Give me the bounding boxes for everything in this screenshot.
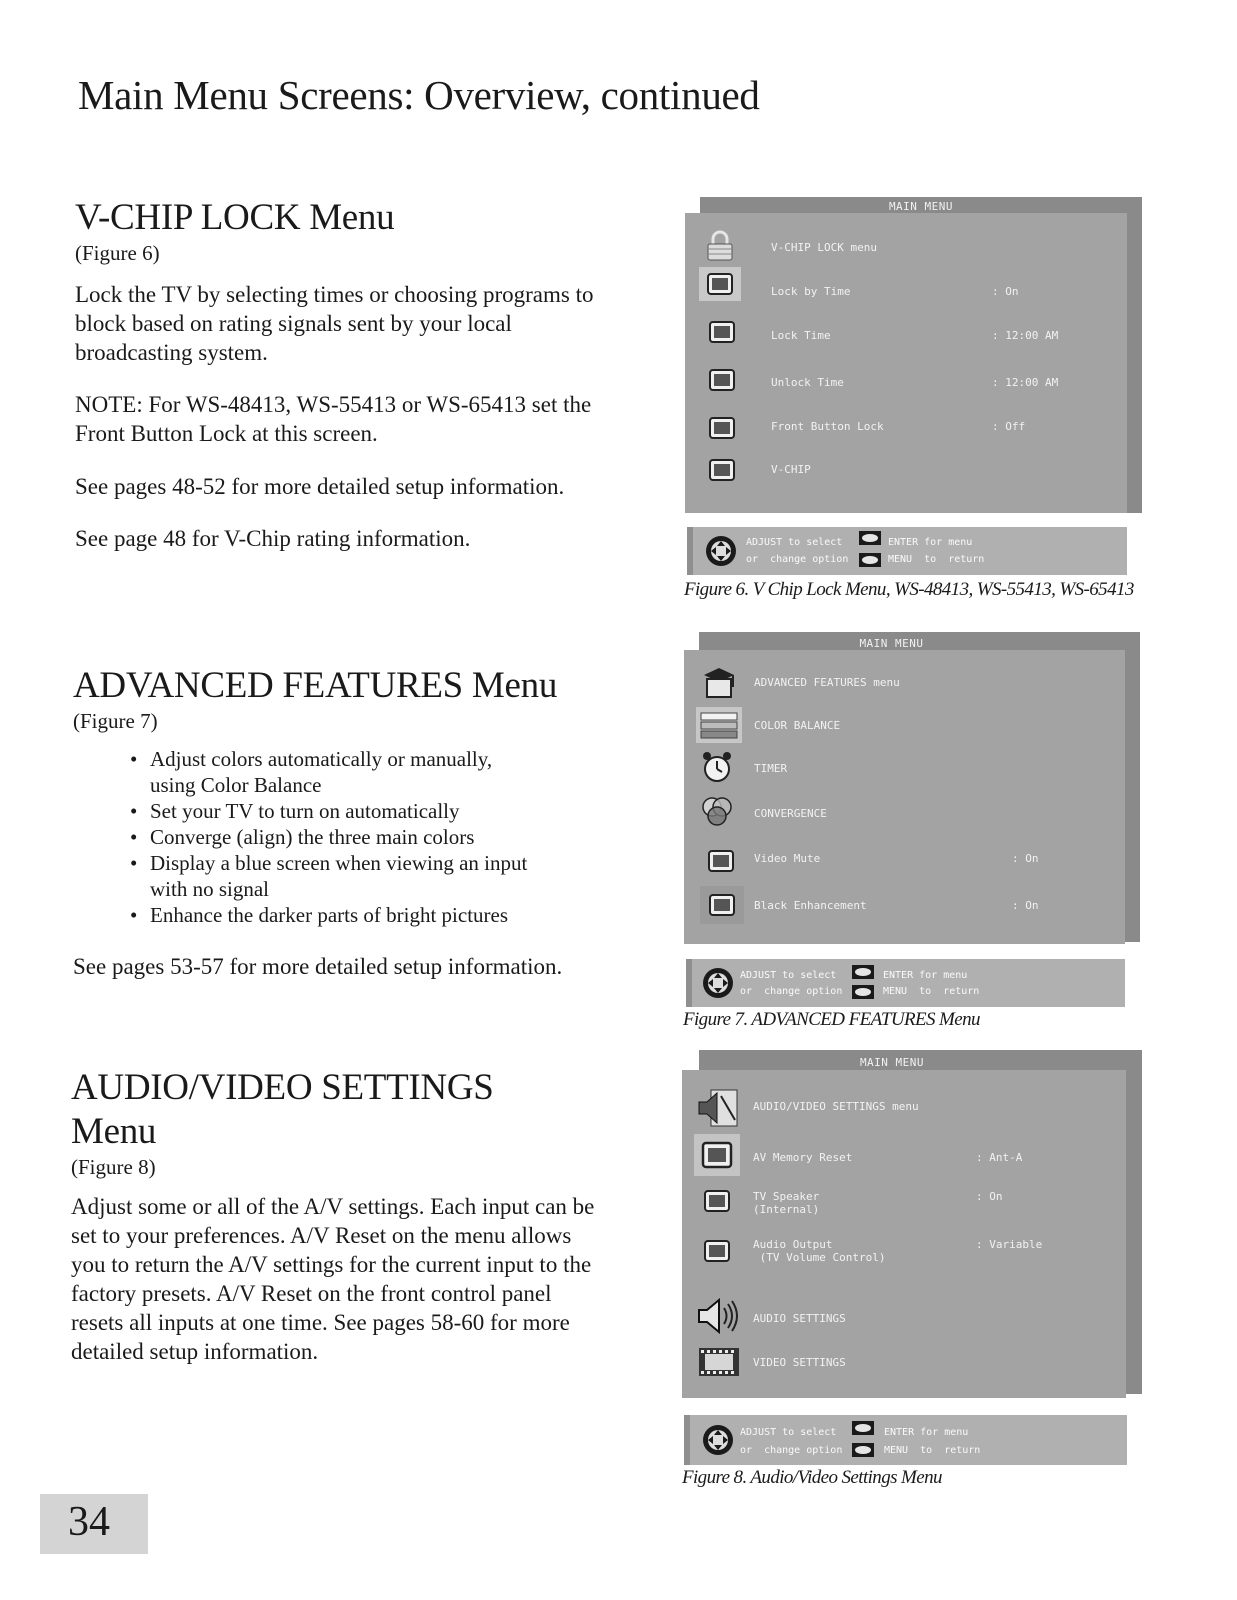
menu-row-audio-output[interactable]: [682, 1234, 1142, 1268]
menu-row-label: Lock by Time: [771, 285, 851, 298]
hint-enter: ENTER for menu: [883, 970, 968, 981]
menu-row-value: : On: [1012, 899, 1039, 912]
square-button-icon: [705, 363, 739, 397]
hint-enter: ENTER for menu: [888, 537, 973, 548]
menu-row-lock-time[interactable]: [685, 315, 1142, 349]
menu-row-advanced-features[interactable]: [684, 664, 1140, 698]
menu-row-label: Unlock Time: [771, 376, 844, 389]
hint-adjust: ADJUST to select: [746, 537, 843, 548]
hint-change: or change option: [740, 986, 843, 997]
figure-6-caption: Figure 6. V Chip Lock Menu, WS-48413, WS-55413, WS-65413: [684, 579, 1134, 600]
enter-button-icon: [859, 531, 881, 545]
figure-7-caption: Figure 7. ADVANCED FEATURES Menu: [683, 1009, 980, 1030]
square-button-icon: [700, 1184, 734, 1218]
menu-row-value: : Variable: [976, 1238, 1043, 1251]
menu-row-label: ADVANCED FEATURES menu: [754, 676, 900, 689]
main-menu-header: MAIN MENU: [859, 637, 924, 650]
menu-button-icon: [852, 1443, 874, 1457]
figure-7-menu-screen: [684, 632, 1140, 948]
menu-row-label: AUDIO/VIDEO SETTINGS menu: [753, 1100, 919, 1113]
advanced-section-title: ADVANCED FEATURES Menu: [73, 665, 558, 706]
menu-row-value: : 12:00 AM: [992, 376, 1059, 389]
menu-row-label: TIMER: [754, 762, 788, 775]
menu-row-label: V-CHIP LOCK menu: [771, 241, 877, 254]
menu-row-label: V-CHIP: [771, 463, 811, 476]
adjust-pad-icon: [702, 967, 734, 999]
speaker-film-icon: [694, 1088, 740, 1128]
menu-row-value: : On: [976, 1190, 1003, 1203]
square-button-icon: [700, 1234, 734, 1268]
av-figure-ref: (Figure 8): [71, 1155, 156, 1179]
hint-change: or change option: [746, 554, 849, 565]
menu-row-label: AUDIO SETTINGS: [753, 1312, 846, 1325]
menu-button-icon: [852, 985, 874, 999]
hint-change: or change option: [740, 1445, 843, 1456]
page-number: 34: [68, 1499, 110, 1545]
menu-row-label: Lock Time: [771, 329, 831, 342]
enter-button-icon: [852, 1421, 874, 1435]
vchip-section: [75, 196, 605, 553]
menu-row-label: COLOR BALANCE: [754, 719, 841, 732]
figure-6-control-hints: [687, 527, 1127, 575]
list-item: • Set your TV to turn on automatically: [130, 798, 540, 824]
menu-row-value: : On: [1012, 852, 1039, 865]
menu-row-label: Black Enhancement: [754, 899, 867, 912]
menu-row-label: Audio Output (TV Volume Control): [753, 1238, 886, 1264]
page-number-box: [40, 1494, 148, 1554]
av-section-title-line2: Menu: [71, 1111, 157, 1152]
menu-row-audio-video-settings[interactable]: [682, 1088, 1142, 1122]
adjust-pad-icon: [702, 1424, 734, 1456]
adjust-pad-icon: [705, 535, 737, 567]
menu-row-label: Front Button Lock: [771, 420, 884, 433]
menu-row-unlock-time[interactable]: [685, 363, 1142, 397]
advanced-bullet-list: [130, 746, 540, 928]
av-section-title-line1: AUDIO/VIDEO SETTINGS: [71, 1067, 494, 1108]
hint-adjust: ADJUST to select: [740, 970, 837, 981]
menu-row-video-mute[interactable]: [684, 844, 1140, 878]
square-button-icon: [694, 1134, 740, 1176]
menu-row-front-button-lock[interactable]: [685, 411, 1142, 445]
menu-row-av-memory-reset[interactable]: [682, 1134, 1142, 1168]
vchip-paragraph-1: Lock the TV by selecting times or choosing programs to block based on rating signals sent by your local broadcasting system.: [75, 282, 594, 365]
list-item: • Adjust colors automatically or manually, using Color Balance: [130, 746, 540, 798]
hint-enter: ENTER for menu: [884, 1427, 969, 1438]
menu-row-lock-by-time[interactable]: [685, 267, 1142, 301]
square-button-icon: [704, 844, 738, 878]
alarm-clock-icon: [700, 750, 734, 784]
speaker-icon: [696, 1296, 738, 1336]
menu-row-vchip-lock[interactable]: [685, 229, 1142, 263]
menu-row-label: VIDEO SETTINGS: [753, 1356, 846, 1369]
menu-row-convergence[interactable]: [684, 793, 1140, 827]
figure-8-caption: Figure 8. Audio/Video Settings Menu: [682, 1467, 942, 1488]
graduation-cap-icon: [698, 664, 740, 702]
list-item: • Converge (align) the three main colors: [130, 824, 540, 850]
menu-row-tv-speaker[interactable]: [682, 1184, 1142, 1218]
menu-row-audio-settings[interactable]: [682, 1296, 1142, 1330]
menu-row-timer[interactable]: [684, 750, 1140, 784]
list-item: • Enhance the darker parts of bright pictures: [130, 902, 540, 928]
menu-row-label: CONVERGENCE: [754, 807, 827, 820]
square-button-icon: [705, 315, 739, 349]
square-button-icon: [705, 453, 739, 487]
advanced-figure-ref: (Figure 7): [73, 709, 158, 733]
enter-button-icon: [852, 965, 874, 979]
menu-row-video-settings[interactable]: [682, 1342, 1142, 1376]
main-menu-header: MAIN MENU: [888, 200, 954, 213]
hint-menu: MENU to return: [884, 1445, 981, 1456]
menu-row-value: : Ant-A: [976, 1151, 1023, 1164]
vchip-section-title: V-CHIP LOCK Menu: [75, 197, 395, 238]
figure-8-control-hints: [684, 1415, 1127, 1465]
advanced-section: [73, 664, 613, 981]
hint-menu: MENU to return: [883, 986, 980, 997]
color-bars-icon: [696, 707, 742, 743]
menu-row-value: : Off: [992, 420, 1026, 433]
hint-menu: MENU to return: [888, 554, 985, 565]
menu-row-color-balance[interactable]: [684, 707, 1140, 741]
menu-row-label: TV Speaker (Internal): [753, 1190, 820, 1216]
main-menu-header: MAIN MENU: [859, 1056, 925, 1069]
menu-row-vchip[interactable]: [685, 453, 1142, 487]
menu-row-value: : On: [992, 285, 1019, 298]
menu-row-label: AV Memory Reset: [753, 1151, 853, 1164]
page-title: Main Menu Screens: Overview, continued: [78, 72, 760, 118]
convergence-circles-icon: [698, 793, 736, 831]
list-item: • Display a blue screen when viewing an input with no signal: [130, 850, 540, 902]
hint-adjust: ADJUST to select: [740, 1427, 837, 1438]
square-button-icon: [705, 411, 739, 445]
square-button-icon: [700, 886, 744, 924]
vchip-note: NOTE: For WS-48413, WS-55413 or WS-65413 set the Front Button Lock at this screen.: [75, 392, 592, 446]
square-button-icon: [699, 267, 741, 301]
film-strip-icon: [696, 1342, 742, 1382]
menu-row-value: : 12:00 AM: [992, 329, 1059, 342]
av-section: [71, 1066, 601, 1366]
padlock-icon: [703, 229, 737, 263]
menu-row-label: Video Mute: [754, 852, 821, 865]
figure-7-control-hints: [686, 959, 1125, 1007]
menu-button-icon: [859, 553, 881, 567]
vchip-figure-ref: (Figure 6): [75, 241, 160, 265]
menu-row-black-enhancement[interactable]: [684, 886, 1140, 920]
advanced-see-pages: See pages 53-57 for more detailed setup information.: [73, 954, 563, 979]
figure-6-menu-screen: [685, 197, 1142, 517]
vchip-see-rating: See page 48 for V-Chip rating information.: [75, 526, 471, 551]
figure-8-menu-screen: [682, 1050, 1142, 1400]
vchip-see-pages: See pages 48-52 for more detailed setup information.: [75, 474, 565, 499]
av-paragraph: Adjust some or all of the A/V settings. Each input can be set to your preferences. A/V Reset on the menu allows you to return the A/V settings for the current input to the factory presets. A/V Reset on the front control panel resets all inputs at one time. See pages 58-60 for more detailed setup information.: [71, 1194, 595, 1364]
